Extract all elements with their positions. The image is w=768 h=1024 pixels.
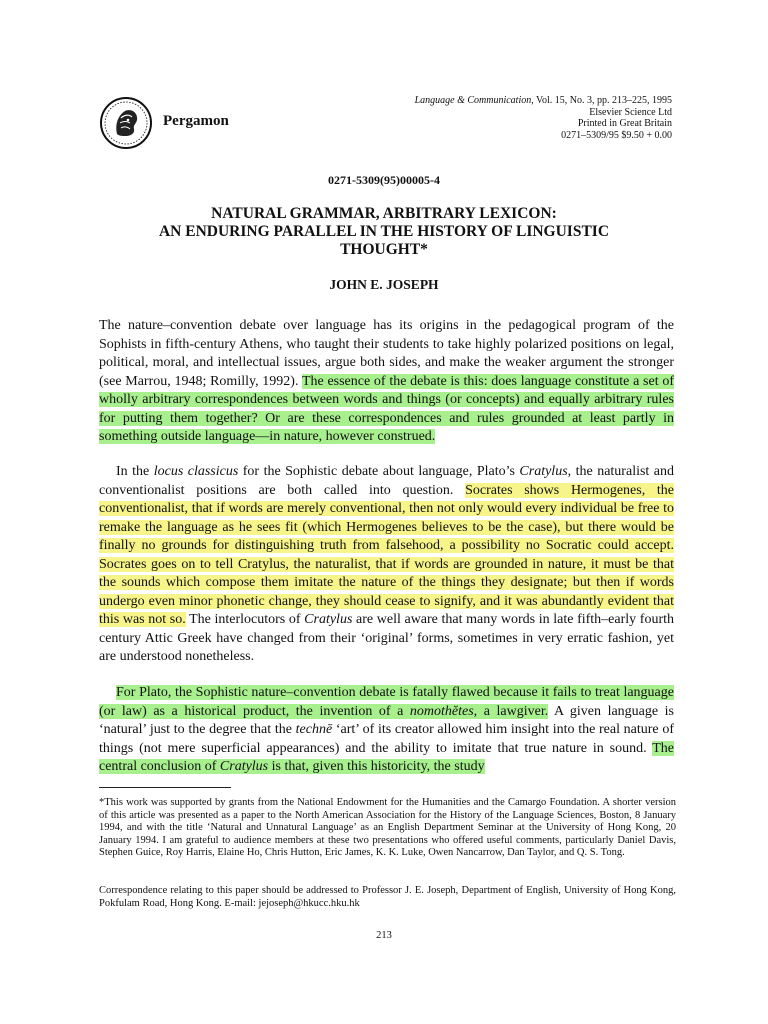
citation-line-1 [415, 95, 672, 107]
author-name: JOHN E. JOSEPH [329, 277, 439, 292]
paragraph-2-text: for the Sophistic debate about language, Plato’s [238, 464, 520, 479]
footnote-correspondence: Correspondence relating to this paper should be addressed to Professor J. E. Joseph, Department of English, University of Hong Kong, Pokfulam Road, Hong Kong. E-mail: jejoseph@hkucc.hku.hk [99, 885, 676, 909]
article-title [120, 205, 648, 259]
paragraph-1-text: The nature–convention debate over language has its origins in the pedagogical program of the Sophists in fifth-century Athens, who taught their students to take highly polarized positions on legal, political, moral, and intellectual issues, argue both sides, and make the weaker argument the stronger (see Marrou, 1948; Romilly, 1992). [99, 318, 674, 389]
italic-title: Cratylus [519, 464, 568, 479]
journal-name: Language & Communication [414, 95, 532, 106]
italic-term: technē [295, 722, 333, 737]
highlight-text: , a lawgiver. [473, 703, 549, 719]
paragraph-2-text: , the naturalist and conventionalist positions are both called into question. [99, 464, 674, 498]
citation-line-3: Printed in Great Britain [577, 118, 672, 129]
title-line-1: NATURAL GRAMMAR, ARBITRARY LEXICON: [211, 205, 557, 222]
paragraph-2-text: are well aware that many words in late fifth–early fourth century Attic Greek have changed from their ‘original’ forms, sometimes in very erratic fashion, yet are understood nonetheless. [99, 612, 674, 664]
title-line-3: THOUGHT* [340, 241, 428, 258]
highlight-green: The essence of the debate is this: does language constitute a set of wholly arbitrary correspondences between words and things (or concepts) and equally arbitrary rules for putting them together? Or are these correspondences and rules grounded at least partly in something outside language—in nature, however construed. [99, 373, 675, 444]
footnote-rule [99, 787, 231, 788]
publisher-name: Pergamon [163, 113, 229, 129]
paragraph-2 [99, 463, 674, 667]
paragraph-2-text: The interlocutors of [185, 612, 305, 627]
italic-title: Cratylus [304, 612, 353, 627]
title-line-2: AN ENDURING PARALLEL IN THE HISTORY OF LINGUISTIC [158, 223, 610, 240]
article-identifier: 0271-5309(95)00005-4 [328, 173, 440, 187]
highlight-text: is that, given this historicity, the study [268, 759, 485, 774]
highlight-text: For Plato, the Sophistic nature–convention debate is fatally flawed because it fails to treat language (or law) as a historical product, the invention of a [99, 685, 674, 719]
citation-line-4: 0271–5309/95 $9.50 + 0.00 [561, 129, 672, 141]
highlight-yellow: Socrates shows Hermogenes, the conventionalist, that if words are merely conventional, then not only would every individual be free to remake the language as he sees fit (which Hermogenes believes to be the case), but there would be finally no grounds for distinguishing truth from falsehood, a possibility no Socratic could accept. Socrates goes on to tell Cratylus, the naturalist, that if words are grounded in nature, it must be that the sounds which compose them imitate the nature of the things they designate; but then if words undergo even minor phonetic change, they should cease to signify, and it was abundantly evident that this was not so. [99, 482, 674, 627]
citation-line-2: Elsevier Science Ltd [589, 106, 672, 118]
page-number: 213 [376, 930, 392, 941]
pergamon-logo-icon [99, 96, 153, 150]
paragraph-2-text: In the [116, 464, 154, 479]
paragraph-3-text: ‘art’ of its creator allowed him insight into the real nature of things (not mere superficial appearances) and the ability to imitate that true nature in sound. [99, 722, 675, 756]
italic-term: locus classicus [153, 464, 239, 479]
footnote-acknowledgement: *This work was supported by grants from the National Endowment for the Humanities and the Camargo Foundation. A shorter version of this article was presented as a paper to the North American Association for the History of the Language Sciences, Boston, 8 January 1994, and with the title ‘Natural and Unnatural Language’ as an English Department Seminar at the University of Hong Kong, 20 January 1994. I am grateful to audience members at these two presentations who offered useful comments, particularly Daniel Davis, Stephen Guice, Roy Harris, Elaine Ho, Chris Hutton, Eric James, K. K. Luke, Owen Nancarrow, Dan Taylor, and Q. S. Tong. [99, 797, 676, 858]
paragraph-3-text: A given language is ‘natural’ just to the degree that the [99, 703, 674, 737]
citation-block [415, 95, 672, 141]
italic-term: nomothĕtes [409, 703, 474, 719]
italic-title: Cratylus [219, 759, 269, 774]
highlight-text: The central conclusion of [99, 740, 674, 774]
paragraph-3 [99, 684, 674, 777]
citation-volume: , Vol. 15, No. 3, pp. 213–225, 1995 [531, 95, 672, 106]
paragraph-1 [99, 317, 674, 447]
